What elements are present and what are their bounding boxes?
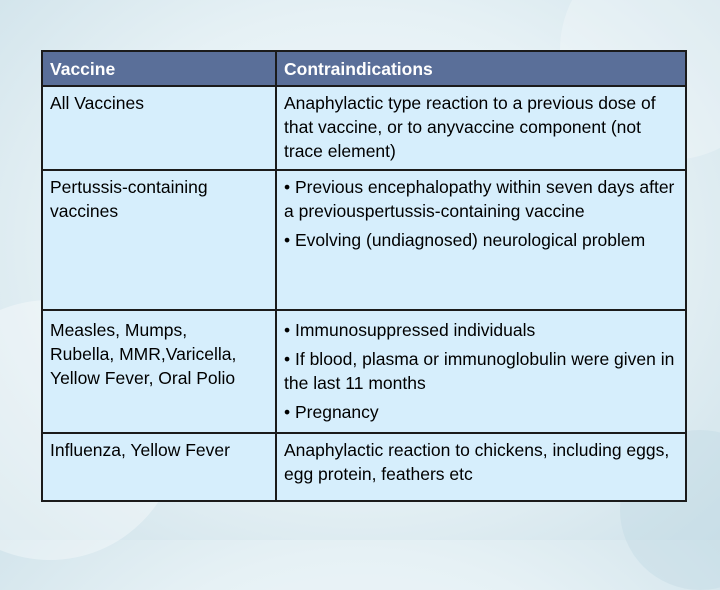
contraindication-bullet: • Immunosuppressed individuals bbox=[284, 320, 536, 340]
vaccine-text: All Vaccines bbox=[50, 93, 145, 113]
vaccine-cell bbox=[42, 310, 276, 433]
contraindication-cell bbox=[276, 170, 686, 310]
table-header-row bbox=[42, 51, 686, 86]
table-row bbox=[42, 86, 686, 170]
contraindication-bullet: • Evolving (undiagnosed) neurological problem bbox=[284, 230, 646, 250]
contraindication-bullet: • If blood, plasma or immunoglobulin were given in the last 11 months bbox=[284, 349, 675, 393]
vaccine-text: Rubella, MMR,Varicella, bbox=[50, 344, 237, 364]
table-row bbox=[42, 310, 686, 433]
vaccine-text: Measles, Mumps, bbox=[50, 320, 188, 340]
contraindication-cell bbox=[276, 310, 686, 433]
vaccine-text: Influenza, Yellow Fever bbox=[50, 440, 230, 460]
contraindication-cell bbox=[276, 433, 686, 501]
vaccine-text: Yellow Fever, Oral Polio bbox=[50, 368, 236, 388]
vaccine-text: Pertussis-containing vaccines bbox=[50, 177, 208, 221]
vaccine-cell bbox=[42, 170, 276, 310]
contraindication-text: Anaphylactic reaction to chickens, including eggs, egg protein, feathers etc bbox=[284, 440, 670, 484]
vaccine-cell bbox=[42, 433, 276, 501]
header-contraindications: Contraindications bbox=[276, 51, 686, 86]
contraindications-table bbox=[41, 50, 687, 502]
contraindication-cell bbox=[276, 86, 686, 170]
header-vaccine: Vaccine bbox=[42, 51, 276, 86]
contraindication-bullet: • Pregnancy bbox=[284, 402, 379, 422]
table-row bbox=[42, 170, 686, 310]
table-row bbox=[42, 433, 686, 501]
contraindication-text: Anaphylactic type reaction to a previous dose of that vaccine, or to anyvaccine component (not trace element) bbox=[284, 93, 656, 161]
contraindication-bullet: • Previous encephalopathy within seven days after a previouspertussis-containing vaccine bbox=[284, 177, 675, 221]
vaccine-cell bbox=[42, 86, 276, 170]
